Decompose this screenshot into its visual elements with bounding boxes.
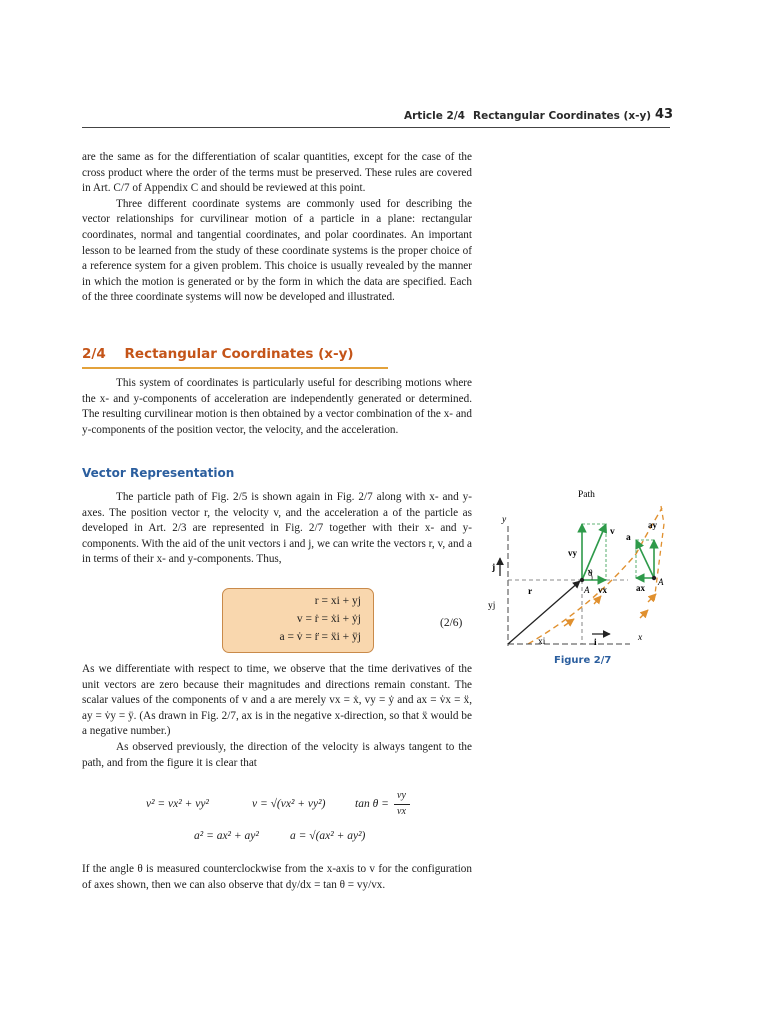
formula-tan-lhs: tan θ = (355, 798, 389, 810)
label-vy: vy (568, 548, 577, 558)
header-rule (82, 127, 670, 128)
article-label: Article 2/4 (404, 110, 465, 122)
section-heading (82, 346, 472, 362)
section-intro-block (82, 376, 472, 438)
label-path: Path (578, 490, 595, 500)
formula-a-squared: a² = ax² + ay² (194, 830, 259, 842)
paragraph-2: Three different coordinate systems are commonly used for describing the vector relationships for curvilinear motion of a particle in a plane: rectangular coordinates, normal and tangential coordinates, and polar coordinates. An important lesson to be learned from the study of these coordinate systems is the proper choice of a reference system for a given problem. This choice is usually revealed by the manner in which the motion is generated or by the form in which the data are specified. Each of the three coordinate systems will now be developed and illustrated. (82, 197, 472, 304)
label-unit-i: i (594, 638, 597, 648)
fraction-bar (394, 804, 410, 805)
label-v: v (610, 527, 615, 537)
closing-block (82, 862, 472, 893)
path-direction-arrow (640, 610, 648, 618)
label-point-A-acceleration: A (658, 577, 664, 587)
label-vx: vx (598, 585, 607, 595)
path-curve-right (661, 506, 664, 524)
vector-rep-block (82, 490, 472, 568)
label-yj: yj (488, 601, 496, 611)
article-title: Rectangular Coordinates (x-y) (472, 110, 652, 122)
path-direction-arrow (594, 596, 601, 604)
path-curve (528, 508, 662, 644)
label-y-axis: y (502, 515, 507, 525)
formula-v-magnitude: v = √(vx² + vy²) (252, 798, 326, 810)
paragraph-4: The particle path of Fig. 2/5 is shown again in Fig. 2/7 along with x- and y-axes. The position vector r, the velocity v, and the acceleration a of the particle as developed in Art. 2/3 are represented in Fig. 2/7 together with their x- and y-components. With the aid of the unit vectors i and j, we can write the vectors r, v, and a in terms of their x- and y-components. Thus, (82, 491, 472, 566)
label-r: r (528, 587, 533, 597)
acceleration-vector (636, 540, 654, 578)
paragraph-7: If the angle θ is measured counterclockwise from the x-axis to v for the configuration of axes shown, then we can also observe that dy/dx = tan θ = vy/vx. (82, 863, 472, 891)
path-curve-right (654, 524, 664, 602)
equation-number: (2/6) (440, 617, 463, 629)
page-number: 43 (655, 107, 674, 122)
label-x-axis: x (638, 633, 643, 643)
paragraph-5: As we differentiate with respect to time, we observe that the time derivatives of the unit vectors are zero because their magnitudes and directions remain constant. The scalar values of the components of v and a are merely vx = ẋ, vy = ẏ and ax = v̇x = ẍ, ay = v̇y = ÿ. (As drawn in Fig. 2/7, ax is in the negative x-direction, so that ẍ would be a negative number.) (82, 663, 472, 738)
equation-box (222, 588, 374, 653)
formula-tan-denominator: vx (397, 806, 406, 817)
section-rule (82, 367, 388, 369)
label-ay: ay (648, 520, 657, 530)
velocity-vector (582, 524, 606, 580)
equation-a: a = v̇ = r̈ = ẍi + ÿj (279, 631, 361, 643)
label-unit-j: j (492, 563, 496, 573)
label-ax: ax (636, 583, 645, 593)
label-a: a (626, 533, 631, 543)
equation-r: r = xi + yj (314, 595, 361, 607)
formula-tan-numerator: vy (397, 790, 406, 801)
formula-a-magnitude: a = √(ax² + ay²) (290, 830, 366, 842)
equation-v: v = ṙ = ẋi + ẏj (296, 613, 361, 625)
running-header (404, 110, 651, 122)
subsection-heading: Vector Representation (82, 466, 235, 480)
paragraph-3: This system of coordinates is particularly useful for describing motions where the x- and y-components of acceleration are independently generated or determined. The resulting curvilinear motion is then obtained by a vector combination of the x- and y-components of the position vector, the velocity, and the acceleration. (82, 377, 472, 436)
particle-point (580, 578, 584, 582)
figure-2-7 (478, 482, 688, 654)
paragraph-6: As observed previously, the direction of the velocity is always tangent to the path, and from the figure it is clear that (82, 740, 472, 769)
derivative-block (82, 662, 472, 771)
particle-point (652, 576, 656, 580)
label-theta: θ (588, 568, 593, 578)
label-point-A-velocity: A (584, 585, 590, 595)
intro-block (82, 150, 472, 306)
paragraph-1: are the same as for the differentiation of scalar quantities, except for the case of the cross product where the order of the terms must be preserved. These rules are covered in Art. C/7 of Appendix C and should be reviewed at this point. (82, 151, 472, 195)
position-vector-r (508, 581, 580, 644)
section-title: Rectangular Coordinates (x-y) (124, 346, 354, 362)
section-number: 2/4 (82, 346, 106, 362)
label-xi: xi (538, 637, 546, 647)
formula-v-squared: v² = vx² + vy² (146, 798, 209, 810)
figure-caption: Figure 2/7 (554, 655, 612, 666)
